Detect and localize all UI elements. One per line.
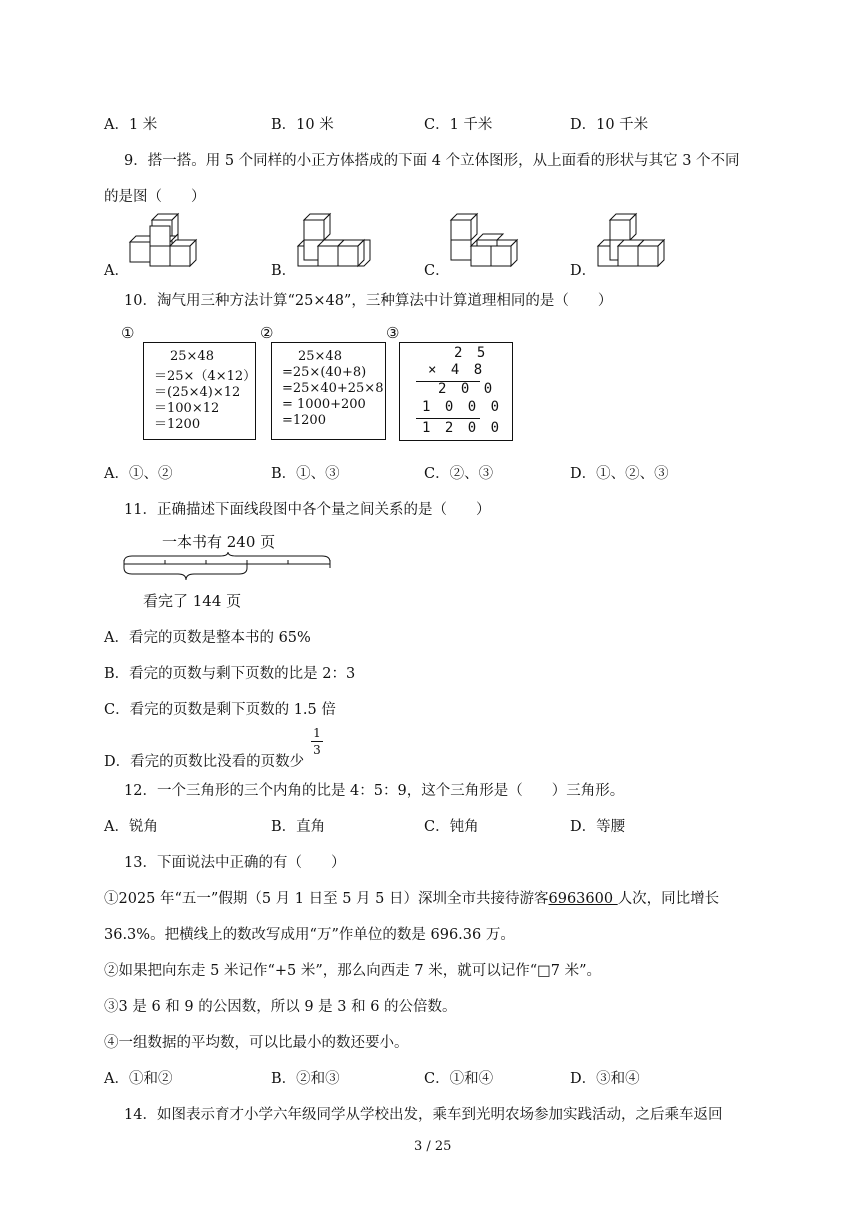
q12-options (104, 815, 804, 839)
q11-option-c: C．看完的页数是剩下页数的 1.5 倍 (104, 702, 336, 718)
q11-stem: 11．正确描述下面线段图中各个量之间关系的是（ ） (124, 502, 491, 518)
q10-marker-3: ③ (386, 324, 400, 342)
q9-label-b: B． (271, 263, 297, 279)
q11-option-d: D．看完的页数比没看的页数少 (104, 754, 305, 770)
q10-method1-line: ＝25×（4×12） (154, 369, 257, 384)
q10-marker-1: ① (121, 324, 135, 342)
q10-method1-line: ＝(25×4)×12 (154, 385, 241, 400)
q11-option-d-fraction (311, 726, 323, 757)
q13-s1-underlined-number: 6963600 (548, 891, 618, 907)
cube-figure-d (596, 212, 676, 272)
q10-option-a: A．①、② (104, 466, 173, 482)
q10-method2-box (271, 342, 386, 440)
q11-option-a: A．看完的页数是整本书的 65% (104, 630, 311, 646)
cube-figure-a (128, 212, 203, 272)
q10-stem: 10．淘气用三种方法计算“25×48”，三种算法中计算道理相同的是（ ） (124, 293, 613, 309)
q10-method1-line: ＝1200 (154, 417, 201, 432)
q13-stem: 13．下面说法中正确的有（ ） (124, 855, 346, 871)
q10-options (104, 462, 804, 486)
page-number: 3 / 25 (414, 1139, 452, 1154)
q10-option-c: C．②、③ (424, 466, 494, 482)
q12-stem: 12．一个三角形的三个内角的比是 4：5：9，这个三角形是（ ）三角形。 (124, 783, 625, 799)
q10-marker-2: ② (260, 324, 274, 342)
q10-method2-line: 25×48 (298, 349, 342, 364)
cube-figure-b (296, 212, 376, 272)
q12-option-b: B．直角 (271, 819, 326, 835)
q8-option-c: C．1 千米 (424, 117, 493, 133)
q10-method2-line: =25×(40+8) (282, 365, 367, 380)
q9-label-a: A． (104, 263, 129, 279)
q10-method2-line: = 1000+200 (282, 397, 366, 412)
q8-option-d: D．10 千米 (570, 117, 649, 133)
q13-option-a: A．①和② (104, 1071, 173, 1087)
q11-diagram-bottom-label: 看完了 144 页 (143, 592, 242, 610)
q11-diagram-top-label: 一本书有 240 页 (162, 533, 276, 551)
q10-vertical-divider (416, 418, 480, 419)
q13-option-b: B．②和③ (271, 1071, 340, 1087)
q10-vertical-row4: 1 0 0 0 (422, 399, 503, 415)
q10-vertical-row5: 1 2 0 0 (422, 420, 503, 436)
q11-option-b: B．看完的页数与剩下页数的比是 2：3 (104, 666, 356, 682)
q9-stem-line1: 9．搭一搭。用 5 个同样的小正方体搭成的下面 4 个立体图形，从上面看的形状与其它 3 个不同 (124, 153, 740, 169)
q10-option-d: D．①、②、③ (570, 466, 669, 482)
q13-s1-pre: ①2025 年“五一”假期（5 月 1 日至 5 月 5 日）深圳全市共接待游客 (104, 891, 549, 907)
q10-method3-box (399, 342, 513, 441)
fraction-denominator: 3 (313, 743, 321, 757)
cube-figure-c (449, 212, 529, 272)
q9-stem-line2: 的是图（ ） (104, 189, 206, 205)
q13-statement-4: ④一组数据的平均数，可以比最小的数还要小。 (104, 1035, 409, 1051)
q13-option-c: C．①和④ (424, 1071, 494, 1087)
q13-statement-1 (104, 887, 719, 908)
q13-statement-2: ②如果把向东走 5 米记作“+5 米”，那么向西走 7 米，就可以记作“□7 米”。 (104, 963, 602, 979)
q10-method1-box (143, 342, 256, 440)
q13-statement-3: ③3 是 6 和 9 的公因数，所以 9 是 3 和 6 的公倍数。 (104, 999, 457, 1015)
q10-method1-line: 25×48 (170, 349, 214, 364)
q12-option-a: A．锐角 (104, 819, 158, 835)
q13-s1-post: 人次，同比增长 (617, 891, 720, 907)
q10-vertical-row3: 2 0 0 (438, 381, 496, 397)
q10-method2-line: =25×40+25×8 (282, 381, 384, 396)
q9-label-d: D． (570, 263, 597, 279)
q11-segment-diagram (120, 552, 335, 584)
q10-option-b: B．①、③ (271, 466, 340, 482)
q13-options (104, 1067, 804, 1091)
q12-option-c: C．钝角 (424, 819, 479, 835)
q12-option-d: D．等腰 (570, 819, 626, 835)
fraction-numerator: 1 (313, 726, 321, 740)
q13-option-d: D．③和④ (570, 1071, 640, 1087)
q8-option-b: B．10 米 (271, 117, 334, 133)
q14-stem: 14．如图表示育才小学六年级同学从学校出发，乘车到光明农场参加实践活动，之后乘车返回 (124, 1107, 723, 1123)
q8-option-a: A．1 米 (104, 117, 158, 133)
q10-vertical-row1: 2 5 (454, 345, 489, 361)
q13-statement-1-line2: 36.3%。把横线上的数改写成用“万”作单位的数是 696.36 万。 (104, 927, 515, 943)
q9-label-c: C． (424, 263, 450, 279)
q10-vertical-row2: × 4 8 (428, 362, 486, 378)
q8-options (104, 113, 804, 137)
fraction-bar (311, 741, 323, 742)
q10-method2-line: =1200 (282, 413, 326, 428)
q10-method1-line: ＝100×12 (154, 401, 220, 416)
